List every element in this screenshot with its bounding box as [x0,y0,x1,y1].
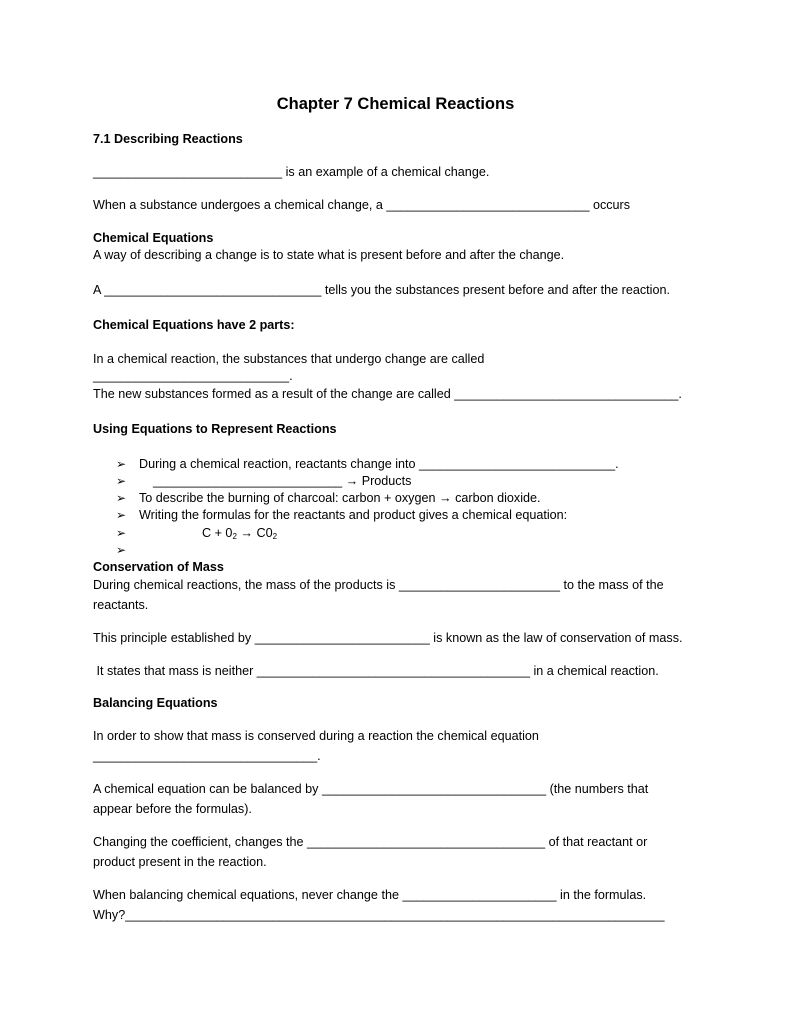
bullet-arrow-icon: ➢ [116,526,127,540]
section-heading-balancing: Balancing Equations [93,696,218,710]
page-title: Chapter 7 Chemical Reactions [276,95,515,113]
fill-in-line: It states that mass is neither _______________________________________ in a chemical reaction. [93,664,659,678]
fill-in-line: Changing the coefficient, changes the __________________________________ of that reactant or [93,835,648,849]
bullet-arrow-icon: ➢ [116,457,127,471]
bullet-item: To describe the burning of charcoal: carbon + oxygen → carbon dioxide. [139,491,541,505]
fill-in-line: In a chemical reaction, the substances that undergo change are called [93,352,485,366]
bullet-arrow-icon: ➢ [116,474,127,488]
fill-in-line: In order to show that mass is conserved during a reaction the chemical equation [93,729,539,743]
equation-right: → C0 [236,526,273,540]
fill-in-line-continued: product present in the reaction. [93,855,267,869]
fill-in-line: A _______________________________ tells you the substances present before and after the reaction. [93,283,670,297]
equation-left: C + 0 [139,526,233,540]
subscript: 2 [272,532,278,541]
bullet-item: Writing the formulas for the reactants and product gives a chemical equation: [139,508,568,522]
bullet-arrow-icon: ➢ [116,543,127,557]
bullet-item: During a chemical reaction, reactants change into ____________________________. [139,457,619,471]
fill-in-line: When balancing chemical equations, never change the ______________________ in the formulas. [93,888,647,902]
fill-in-line-continued: ________________________________. [93,749,321,763]
section-heading-using-equations: Using Equations to Represent Reactions [93,422,337,436]
fill-in-line: When a substance undergoes a chemical change, a _____________________________ occurs [93,198,631,212]
fill-in-line: A chemical equation can be balanced by ________________________________ (the numbers that [93,782,649,796]
bullet-arrow-icon: ➢ [116,491,127,505]
fill-in-line: During chemical reactions, the mass of the products is _______________________ to the mass of the [93,578,664,592]
fill-in-line-continued: ____________________________. [93,369,293,383]
fill-in-line-continued: appear before the formulas). [93,802,252,816]
section-heading-two-parts: Chemical Equations have 2 parts: [93,318,295,332]
fill-in-line-continued: Why?_____________________________________________________________________________ [93,908,665,922]
section-heading-chemical-equations: Chemical Equations [93,231,214,245]
fill-in-line: The new substances formed as a result of the change are called ________________________________. [93,387,682,401]
fill-in-line: This principle established by _________________________ is known as the law of conservation of mass. [93,631,683,645]
subscript: 2 [232,532,237,541]
bullet-item-equation [139,525,277,541]
bullet-arrow-icon: ➢ [116,508,127,522]
fill-in-line-continued: reactants. [93,598,149,612]
definition-text: A way of describing a change is to state what is present before and after the change. [93,248,565,262]
bullet-item: ___________________________ → Products [139,474,412,488]
section-heading-7-1: 7.1 Describing Reactions [93,132,243,146]
fill-in-line: ___________________________ is an example of a chemical change. [93,165,490,179]
section-heading-conservation: Conservation of Mass [93,560,224,574]
